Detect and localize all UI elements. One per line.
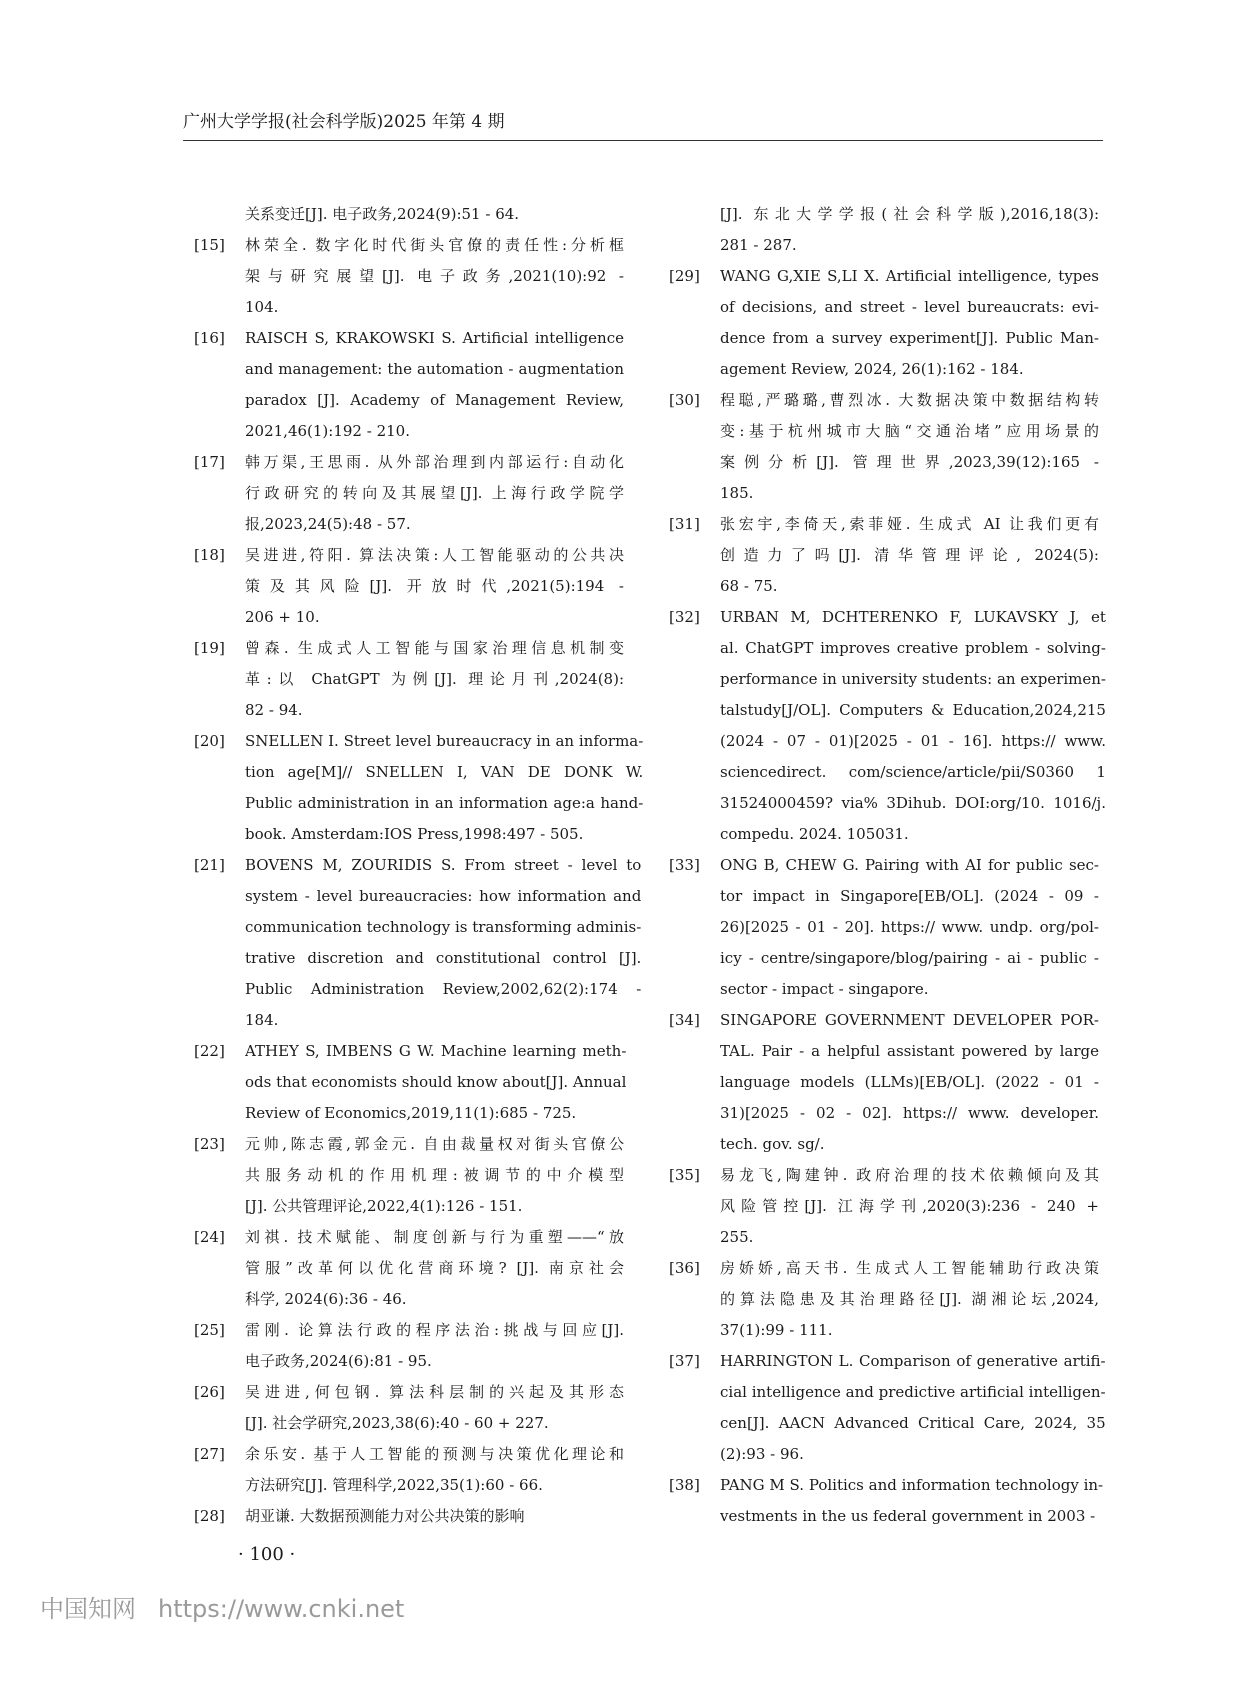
reference-entry [194,726,644,850]
reference-line: 方法研究[J]. 管理科学,2022,35(1):60 - 66. [245,1476,543,1494]
reference-text [245,633,624,726]
reference-line: tor impact in Singapore[EB/OL]. (2024 - 09 - [720,887,1099,905]
reference-line: paradox [J]. Academy of Management Review, [245,391,624,409]
reference-line: 82 - 94. [245,701,303,719]
reference-entry [194,447,624,540]
reference-line: 行政研究的转向及其展望[J]. 上海行政学院学 [245,484,624,502]
reference-line: compedu. 2024. 105031. [720,825,909,843]
reference-line: and management: the automation - augmentation [245,360,624,378]
reference-number: [28] [194,1507,225,1525]
reference-line: cen[J]. AACN Advanced Critical Care, 2024, 35 [720,1414,1106,1432]
reference-line: [J]. 公共管理评论,2022,4(1):126 - 151. [245,1197,523,1215]
reference-line: (2):93 - 96. [720,1445,804,1463]
reference-line: 吴进进,何包钢. 算法科层制的兴起及其形态 [245,1383,624,1401]
reference-line: HARRINGTON L. Comparison of generative artifi- [720,1352,1106,1370]
reference-line: dence from a survey experiment[J]. Public Man- [720,329,1099,347]
reference-entry [194,1315,624,1377]
reference-line: 31)[2025 - 02 - 02]. https:// www. developer. [720,1104,1099,1122]
reference-text [720,850,1099,1005]
reference-text [720,602,1106,850]
reference-text [245,850,641,1036]
reference-line: sector - impact - singapore. [720,980,929,998]
reference-line: SINGAPORE GOVERNMENT DEVELOPER POR- [720,1011,1099,1029]
reference-entry [669,509,1099,602]
reference-line: 185. [720,484,754,502]
reference-text [245,1439,624,1501]
reference-line: 26)[2025 - 01 - 20]. https:// www. undp. org/pol- [720,918,1099,936]
reference-entry [194,1439,624,1501]
reference-line: 255. [720,1228,754,1246]
reference-line: SNELLEN I. Street level bureaucracy in an informa- [245,732,644,750]
reference-number: [20] [194,732,225,750]
reference-number: [21] [194,856,225,874]
reference-line: URBAN M, DCHTERENKO F, LUKAVSKY J, et [720,608,1106,626]
reference-line: 刘祺. 技术赋能、制度创新与行为重塑——“放 [245,1228,624,1246]
reference-line: 雷刚. 论算法行政的程序法治:挑战与回应[J]. [245,1321,624,1339]
header-divider [183,140,1103,141]
reference-number: [30] [669,391,700,409]
reference-line: Review of Economics,2019,11(1):685 - 725. [245,1104,577,1122]
reference-line: TAL. Pair - a helpful assistant powered by large [720,1042,1099,1060]
reference-line: of decisions, and street - level bureaucrats: evi- [720,298,1099,316]
reference-line: RAISCH S, KRAKOWSKI S. Artificial intelligence [245,329,624,347]
reference-line: 206 + 10. [245,608,320,626]
reference-number: [24] [194,1228,225,1246]
reference-text [720,1346,1106,1470]
reference-line: trative discretion and constitutional control [J]. [245,949,642,967]
reference-line: icy - centre/singapore/blog/pairing - ai - public - [720,949,1099,967]
reference-number: [16] [194,329,225,347]
reference-line: book. Amsterdam:IOS Press,1998:497 - 505. [245,825,584,843]
reference-line: 37(1):99 - 111. [720,1321,833,1339]
reference-number: [27] [194,1445,225,1463]
reference-line: 184. [245,1011,279,1029]
reference-number: [32] [669,608,700,626]
reference-text [245,1501,624,1532]
reference-line: 吴进进,符阳. 算法决策:人工智能驱动的公共决 [245,546,624,564]
reference-line: agement Review, 2024, 26(1):162 - 184. [720,360,1024,378]
reference-line: Public administration in an information age:a hand- [245,794,644,812]
reference-line: PANG M S. Politics and information technology in- [720,1476,1104,1494]
reference-line: 易龙飞,陶建钟. 政府治理的技术依赖倾向及其 [720,1166,1099,1184]
reference-text [720,385,1099,509]
reference-line: 2021,46(1):192 - 210. [245,422,410,440]
reference-number: [19] [194,639,225,657]
reference-entry [669,385,1099,509]
reference-text [245,230,624,323]
watermark-brand: 中国知网 [40,1595,136,1623]
reference-entry [669,1005,1099,1160]
reference-line: 房娇娇,高天书. 生成式人工智能辅助行政决策 [720,1259,1099,1277]
reference-number: [25] [194,1321,225,1339]
reference-line: 31524000459? via% 3Dihub. DOI:org/10. 1016/j. [720,794,1106,812]
reference-text [245,1129,624,1222]
reference-entry [194,633,624,726]
reference-line: 281 - 287. [720,236,797,254]
reference-text [720,509,1099,602]
reference-line: talstudy[J/OL]. Computers & Education,2024,215 [720,701,1106,719]
reference-entry [194,850,642,1036]
reference-line: ATHEY S, IMBENS G W. Machine learning meth- [245,1042,627,1060]
reference-entry [194,1377,624,1439]
watermark-url: https://www.cnki.net [158,1595,405,1623]
reference-text [720,1005,1099,1160]
reference-number: [31] [669,515,700,533]
reference-line: sciencedirect. com/science/article/pii/S0360 1 [720,763,1106,781]
reference-list [669,261,1106,1532]
reference-line: 风险管控[J]. 江海学刊,2020(3):236 - 240 + [720,1197,1099,1215]
reference-line: ods that economists should know about[J]. Annual [245,1073,627,1091]
reference-line: tion age[M]// SNELLEN I, VAN DE DONK W. [245,763,644,781]
reference-number: [18] [194,546,225,564]
reference-text [720,1253,1099,1346]
reference-number: [34] [669,1011,700,1029]
reference-line: 104. [245,298,279,316]
reference-line: tech. gov. sg/. [720,1135,825,1153]
reference-text [720,261,1099,385]
reference-text [720,1160,1099,1253]
reference-line: 创造力了吗[J]. 清华管理评论, 2024(5): [720,546,1099,564]
reference-entry [669,1470,1104,1532]
reference-line: 管服”改革何以优化营商环境? [J]. 南京社会 [245,1259,624,1277]
reference-number: [37] [669,1352,700,1370]
reference-entry [194,1222,624,1315]
reference-text [245,726,643,850]
reference-entry [669,1160,1099,1253]
reference-number: [35] [669,1166,700,1184]
continuation-text [669,199,1099,261]
reference-entry [669,602,1106,850]
reference-line: vestments in the us federal government in 2003 - [720,1507,1096,1525]
reference-line: [J]. 东北大学学报(社会科学版),2016,18(3): [720,205,1099,223]
reference-number: [36] [669,1259,700,1277]
reference-line: 共服务动机的作用机理:被调节的中介模型 [245,1166,624,1184]
right-column [669,199,1106,1532]
reference-line: language models (LLMs)[EB/OL]. (2022 - 01 - [720,1073,1099,1091]
reference-text [245,323,624,447]
reference-line: 革:以 ChatGPT 为例[J]. 理论月刊,2024(8): [245,670,624,688]
reference-list [194,230,644,1532]
reference-text [245,1036,626,1129]
reference-line: 关系变迁[J]. 电子政务,2024(9):51 - 64. [245,205,520,223]
reference-line: 架与研究展望[J]. 电子政务,2021(10):92 - [245,267,624,285]
reference-line: 胡亚谦. 大数据预测能力对公共决策的影响 [245,1507,525,1525]
reference-line: 韩万渠,王思雨. 从外部治理到内部运行:自动化 [245,453,624,471]
reference-number: [23] [194,1135,225,1153]
reference-entry [194,1036,627,1129]
reference-entry [669,1253,1099,1346]
reference-line: WANG G,XIE S,LI X. Artificial intelligence, types [720,267,1099,285]
reference-entry [669,261,1099,385]
reference-number: [22] [194,1042,225,1060]
reference-line: performance in university students: an experimen- [720,670,1106,688]
reference-number: [26] [194,1383,225,1401]
reference-line: 曾森. 生成式人工智能与国家治理信息机制变 [245,639,624,657]
reference-line: 的算法隐患及其治理路径[J]. 湖湘论坛,2024, [720,1290,1099,1308]
reference-entry [194,1129,624,1222]
reference-entry [194,323,624,447]
cnki-watermark [40,1594,404,1624]
reference-line: 报,2023,24(5):48 - 57. [245,515,411,533]
reference-text [245,540,624,633]
continuation-text [194,199,624,230]
reference-line: (2024 - 07 - 01)[2025 - 01 - 16]. https:// www. [720,732,1106,750]
reference-text [245,1222,624,1315]
reference-text [245,447,624,540]
reference-number: [33] [669,856,700,874]
reference-entry [194,540,624,633]
reference-line: BOVENS M, ZOURIDIS S. From street - level to [245,856,642,874]
journal-header: 广州大学学报(社会科学版)2025 年第 4 期 [183,112,505,132]
reference-line: Public Administration Review,2002,62(2):174 - [245,980,642,998]
left-column [194,199,644,1532]
reference-line: communication technology is transforming adminis- [245,918,642,936]
page-number: · 100 · [238,1544,296,1565]
reference-line: ONG B, CHEW G. Pairing with AI for public sec- [720,856,1099,874]
reference-line: 科学, 2024(6):36 - 46. [245,1290,407,1308]
reference-number: [38] [669,1476,700,1494]
reference-text [245,1377,624,1439]
reference-entry [194,230,624,323]
reference-line: 策及其风险[J]. 开放时代,2021(5):194 - [245,577,624,595]
reference-line: 张宏宇,李倚天,索菲娅. 生成式 AI 让我们更有 [720,515,1099,533]
reference-line: [J]. 社会学研究,2023,38(6):40 - 60 + 227. [245,1414,549,1432]
reference-line: 余乐安. 基于人工智能的预测与决策优化理论和 [245,1445,624,1463]
reference-line: 68 - 75. [720,577,778,595]
reference-entry [669,1346,1106,1470]
reference-number: [17] [194,453,225,471]
reference-line: 林荣全. 数字化时代街头官僚的责任性:分析框 [245,236,624,254]
reference-line: cial intelligence and predictive artificial intelligen- [720,1383,1106,1401]
reference-line: 元帅,陈志霞,郭金元. 自由裁量权对街头官僚公 [245,1135,624,1153]
reference-line: 程聪,严璐璐,曹烈冰. 大数据决策中数据结构转 [720,391,1099,409]
reference-line: system - level bureaucracies: how information and [245,887,642,905]
reference-line: 电子政务,2024(6):81 - 95. [245,1352,432,1370]
reference-text [245,1315,624,1377]
reference-line: 变:基于杭州城市大脑“交通治堵”应用场景的 [720,422,1099,440]
reference-line: al. ChatGPT improves creative problem - solving- [720,639,1106,657]
reference-number: [15] [194,236,225,254]
reference-entry [669,850,1099,1005]
reference-entry [194,1501,624,1532]
reference-line: 案例分析[J]. 管理世界,2023,39(12):165 - [720,453,1099,471]
reference-number: [29] [669,267,700,285]
reference-text [720,1470,1103,1532]
